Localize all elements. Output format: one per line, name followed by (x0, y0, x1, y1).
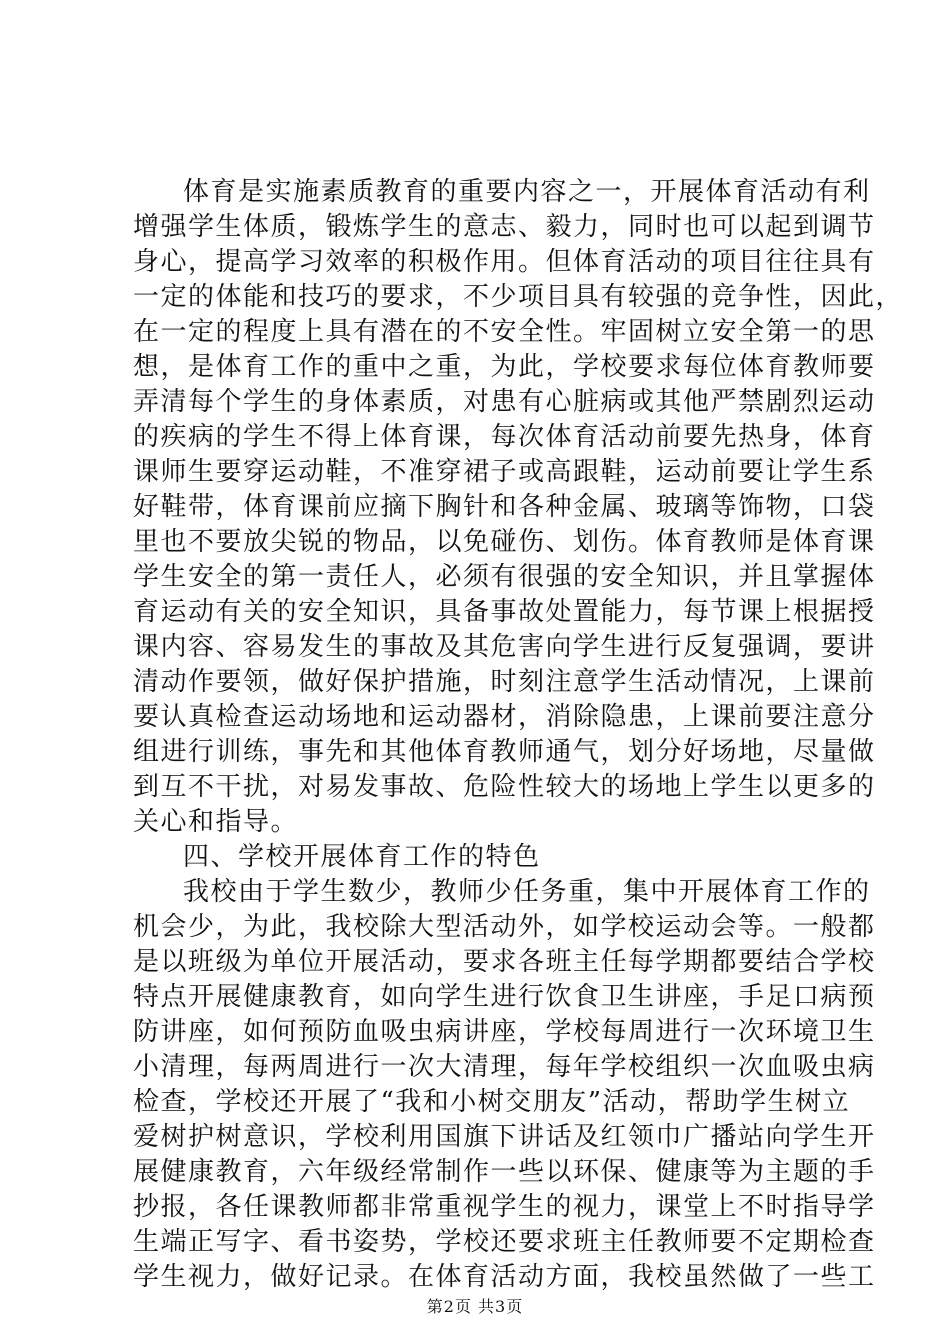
page-number: 第2页 共3页 (426, 1297, 524, 1316)
paragraph2-line: 机会少，为此，我校除大型活动外，如学校运动会等。一般都 (133, 912, 876, 942)
paragraph1-line: 组进行训练，事先和其他体育教师通气，划分好场地，尽量做 (133, 737, 876, 767)
paragraph1-line: 体育是实施素质教育的重要内容之一，开展体育活动有利 (183, 177, 871, 207)
paragraph1-line: 一定的体能和技巧的要求，不少项目具有较强的竞争性，因此， (133, 282, 904, 312)
paragraph1-line: 身心，提高学习效率的积极作用。但体育活动的项目往往具有 (133, 247, 876, 277)
paragraph1-line: 清动作要领，做好保护措施，时刻注意学生活动情况，上课前 (133, 667, 876, 697)
paragraph1-line: 课师生要穿运动鞋，不准穿裙子或高跟鞋，运动前要让学生系 (133, 457, 876, 487)
paragraph1-line: 好鞋带，体育课前应摘下胸针和各种金属、玻璃等饰物，口袋 (133, 492, 876, 522)
paragraph1-line: 在一定的程度上具有潜在的不安全性。牢固树立安全第一的思 (133, 317, 876, 347)
paragraph1-line: 里也不要放尖锐的物品，以免碰伤、划伤。体育教师是体育课 (133, 527, 876, 557)
paragraph1-line: 育运动有关的安全知识，具备事故处置能力，每节课上根据授 (133, 597, 876, 627)
paragraph2-line: 检查，学校还开展了“我和小树交朋友”活动，帮助学生树立 (133, 1087, 851, 1117)
paragraph1-line: 关心和指导。 (133, 807, 299, 837)
section-heading: 四、学校开展体育工作的特色 (183, 842, 541, 872)
paragraph2-line: 抄报，各任课教师都非常重视学生的视力，课堂上不时指导学 (133, 1192, 876, 1222)
paragraph2-line: 防讲座，如何预防血吸虫病讲座，学校每周进行一次环境卫生 (133, 1017, 876, 1047)
paragraph2-line: 学生视力，做好记录。在体育活动方面，我校虽然做了一些工 (133, 1262, 876, 1292)
paragraph2-line: 爱树护树意识，学校利用国旗下讲话及红领巾广播站向学生开 (133, 1122, 876, 1152)
paragraph1-line: 增强学生体质，锻炼学生的意志、毅力，同时也可以起到调节 (133, 212, 876, 242)
paragraph1-line: 的疾病的学生不得上体育课，每次体育活动前要先热身，体育 (133, 422, 876, 452)
paragraph2-line: 我校由于学生数少，教师少任务重，集中开展体育工作的 (183, 877, 871, 907)
paragraph2-line: 生端正写字、看书姿势，学校还要求班主任教师要不定期检查 (133, 1227, 876, 1257)
paragraph1-line: 弄清每个学生的身体素质，对患有心脏病或其他严禁剧烈运动 (133, 387, 876, 417)
paragraph1-line: 要认真检查运动场地和运动器材，消除隐患，上课前要注意分 (133, 702, 876, 732)
paragraph1-line: 想，是体育工作的重中之重，为此，学校要求每位体育教师要 (133, 352, 876, 382)
paragraph1-line: 到互不干扰，对易发事故、危险性较大的场地上学生以更多的 (133, 772, 876, 802)
paragraph2-line: 小清理，每两周进行一次大清理，每年学校组织一次血吸虫病 (133, 1052, 876, 1082)
paragraph1-line: 学生安全的第一责任人，必须有很强的安全知识，并且掌握体 (133, 562, 876, 592)
paragraph2-line: 特点开展健康教育，如向学生进行饮食卫生讲座，手足口病预 (133, 982, 876, 1012)
paragraph2-line: 是以班级为单位开展活动，要求各班主任每学期都要结合学校 (133, 947, 876, 977)
paragraph1-line: 课内容、容易发生的事故及其危害向学生进行反复强调，要讲 (133, 632, 876, 662)
paragraph2-line: 展健康教育，六年级经常制作一些以环保、健康等为主题的手 (133, 1157, 876, 1187)
